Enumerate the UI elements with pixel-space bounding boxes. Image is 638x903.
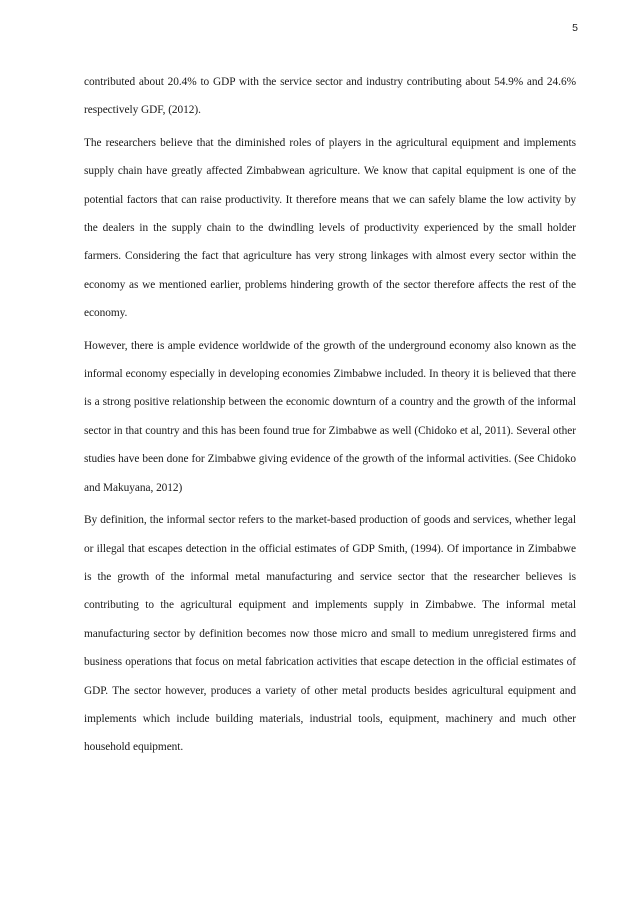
- paragraph-gdp-contribution: contributed about 20.4% to GDP with the service sector and industry contributing about 54.9% and 24.6% respectively GDF, (2012).: [84, 76, 576, 117]
- paragraph-informal-sector-definition: By definition, the informal sector refers to the market-based production of goods and services, whether legal or illegal that escapes detection in the official estimates of GDP Smith, (1994). Of importance in Zimbabwe is the growth of the informal metal manufacturing and service sector that the researcher believes is contributing to the agricultural equipment and implements supply in Zimbabwe. The informal metal manufacturing sector by definition becomes now those micro and small to medium unregistered firms and business operations that focus on metal fabrication activities that escape detection in the official estimates of GDP. The sector however, produces a variety of other metal products besides agricultural equipment and implements which include building materials, industrial tools, equipment, machinery and much other household equipment.: [84, 514, 576, 754]
- paragraph-supply-chain: The researchers believe that the diminished roles of players in the agricultural equipment and implements supply chain have greatly affected Zimbabwean agriculture. We know that capital equipment is one of the potential factors that can raise productivity. It therefore means that we can safely blame the low activity by the dealers in the supply chain to the dwindling levels of productivity experienced by the small holder farmers. Considering the fact that agriculture has very strong linkages with almost every sector within the economy as we mentioned earlier, problems hindering growth of the sector therefore affects the rest of the economy.: [84, 136, 576, 320]
- document-body: [84, 68, 576, 766]
- page-number: 5: [572, 22, 578, 34]
- paragraph-informal-economy: However, there is ample evidence worldwide of the growth of the underground economy also known as the informal economy especially in developing economies Zimbabwe included. In theory it is believed that there is a strong positive relationship between the economic downturn of a country and the growth of the informal sector in that country and this has been found true for Zimbabwe as well (Chidoko et al, 2011). Several other studies have been done for Zimbabwe giving evidence of the growth of the informal activities. (See Chidoko and Makuyana, 2012): [84, 339, 576, 494]
